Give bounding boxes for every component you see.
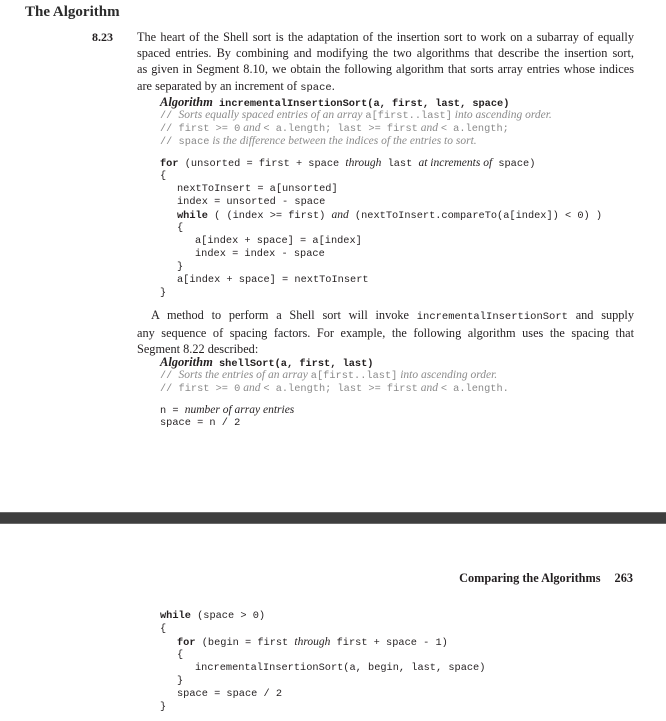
code-line: {	[177, 222, 184, 234]
code-line: while (space > 0)	[160, 610, 266, 622]
code-line: index = unsorted - space	[177, 196, 326, 208]
code-line: nextToInsert = a[unsorted]	[177, 183, 338, 195]
code-line: for (unsorted = first + space through last at increments of space)	[160, 157, 536, 170]
book-page-lower	[0, 524, 666, 721]
code-line: space = space / 2	[177, 688, 283, 700]
code-line: for (begin = first through first + space - 1)	[177, 636, 448, 649]
text-line: as given in Segment 8.10, we obtain the following algorithm that sorts array entries whose indices	[137, 62, 634, 77]
code-line: }	[177, 675, 184, 687]
paragraph-intro	[137, 29, 634, 96]
algorithm-header: Algorithm shellSort(a, first, last)	[160, 355, 374, 370]
code-line: space = n / 2	[160, 417, 241, 429]
comment-line: // first >= 0 and < a.length; last >= first and < a.length.	[160, 382, 509, 395]
page-separator	[0, 512, 666, 524]
code-line: {	[160, 170, 167, 182]
running-head	[459, 571, 633, 586]
text-line: any sequence of spacing factors. For example, the following algorithm uses the spacing that	[137, 326, 634, 341]
running-head-title: Comparing the Algorithms	[459, 571, 601, 585]
comment-line: // Sorts the entries of an array a[first..last] into ascending order.	[160, 369, 498, 382]
text-line: are separated by an increment of space.	[137, 78, 335, 94]
text-line: Segment 8.22 described:	[137, 342, 259, 357]
code-line: {	[160, 623, 167, 635]
comment-line: // space is the difference between the indices of the entries to sort.	[160, 135, 477, 148]
inline-code: space	[300, 81, 332, 94]
algorithm-header: Algorithm incrementalInsertionSort(a, first, last, space)	[160, 95, 510, 110]
segment-number: 8.23	[92, 30, 113, 44]
code-line: a[index + space] = a[index]	[195, 235, 362, 247]
paragraph-shell-sort	[137, 307, 634, 358]
code-line: }	[160, 287, 167, 299]
code-line: }	[160, 701, 167, 713]
code-line: {	[177, 649, 184, 661]
code-line: index = index - space	[195, 248, 325, 260]
page-number: 263	[614, 571, 633, 585]
code-line: incrementalInsertionSort(a, begin, last, space)	[195, 662, 486, 674]
code-line: a[index + space] = nextToInsert	[177, 274, 369, 286]
text-line: spaced entries. By combining and modifying the two algorithms that describe the insertion sort,	[137, 46, 634, 61]
comment-line: // Sorts equally spaced entries of an array a[first..last] into ascending order.	[160, 109, 552, 122]
inline-code: incrementalInsertionSort	[416, 311, 568, 323]
code-line: n = number of array entries	[160, 404, 295, 417]
comment-line: // first >= 0 and < a.length; last >= first and < a.length;	[160, 122, 509, 135]
text-line: The heart of the Shell sort is the adaptation of the insertion sort to work on a subarray of equally	[137, 30, 634, 44]
code-line: }	[177, 261, 184, 273]
text-line: A method to perform a Shell sort will invoke incrementalInsertionSort and supply	[151, 308, 634, 323]
code-line: while ( (index >= first) and (nextToInsert.compareTo(a[index]) < 0) )	[177, 209, 603, 222]
section-heading: The Algorithm	[25, 4, 120, 20]
